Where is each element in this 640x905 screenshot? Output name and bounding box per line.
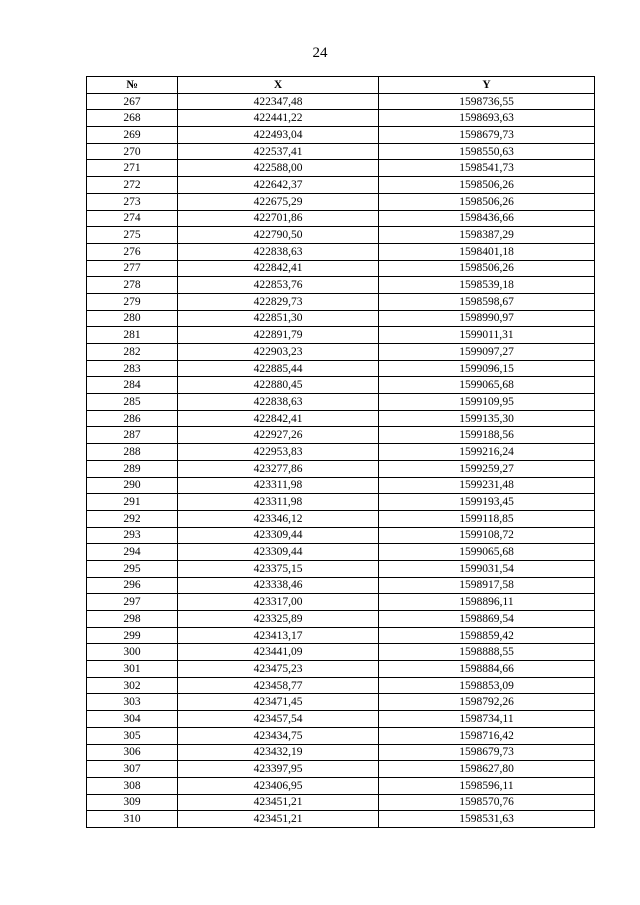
cell-y: 1599109,95 — [379, 394, 595, 411]
cell-x: 423311,98 — [178, 477, 379, 494]
cell-x: 423441,09 — [178, 644, 379, 661]
cell-x: 423451,21 — [178, 794, 379, 811]
cell-number: 306 — [87, 744, 178, 761]
cell-number: 301 — [87, 661, 178, 678]
cell-y: 1599118,85 — [379, 510, 595, 527]
page-number: 24 — [312, 45, 328, 61]
cell-number: 309 — [87, 794, 178, 811]
cell-x: 422441,22 — [178, 110, 379, 127]
table-row — [87, 510, 595, 527]
cell-x: 422493,04 — [178, 127, 379, 144]
table-row — [87, 661, 595, 678]
cell-number: 274 — [87, 210, 178, 227]
table-row — [87, 644, 595, 661]
table-row — [87, 410, 595, 427]
table-body — [87, 93, 595, 827]
table-row — [87, 560, 595, 577]
cell-number: 275 — [87, 227, 178, 244]
cell-y: 1598792,26 — [379, 694, 595, 711]
cell-number: 267 — [87, 93, 178, 110]
cell-number: 296 — [87, 577, 178, 594]
table-row — [87, 227, 595, 244]
table-row — [87, 611, 595, 628]
cell-x: 422838,63 — [178, 394, 379, 411]
cell-number: 288 — [87, 444, 178, 461]
cell-number: 302 — [87, 677, 178, 694]
cell-number: 290 — [87, 477, 178, 494]
cell-number: 269 — [87, 127, 178, 144]
cell-x: 422885,44 — [178, 360, 379, 377]
cell-x: 422790,50 — [178, 227, 379, 244]
cell-number: 279 — [87, 293, 178, 310]
cell-number: 303 — [87, 694, 178, 711]
cell-y: 1598506,26 — [379, 177, 595, 194]
table-row — [87, 327, 595, 344]
cell-x: 422891,79 — [178, 327, 379, 344]
table-row — [87, 727, 595, 744]
cell-y: 1598888,55 — [379, 644, 595, 661]
cell-number: 294 — [87, 544, 178, 561]
cell-y: 1598387,29 — [379, 227, 595, 244]
table-row — [87, 177, 595, 194]
cell-x: 423346,12 — [178, 510, 379, 527]
cell-x: 422829,73 — [178, 293, 379, 310]
table-row — [87, 193, 595, 210]
cell-x: 422851,30 — [178, 310, 379, 327]
cell-number: 295 — [87, 560, 178, 577]
cell-number: 298 — [87, 611, 178, 628]
table-row — [87, 243, 595, 260]
cell-number: 285 — [87, 394, 178, 411]
table-row — [87, 260, 595, 277]
cell-x: 422927,26 — [178, 427, 379, 444]
cell-y: 1599188,56 — [379, 427, 595, 444]
cell-x: 422537,41 — [178, 143, 379, 160]
cell-y: 1599065,68 — [379, 544, 595, 561]
cell-number: 280 — [87, 310, 178, 327]
cell-x: 422853,76 — [178, 277, 379, 294]
cell-number: 281 — [87, 327, 178, 344]
cell-x: 423475,23 — [178, 661, 379, 678]
table-row — [87, 627, 595, 644]
cell-y: 1598598,67 — [379, 293, 595, 310]
cell-number: 304 — [87, 711, 178, 728]
cell-y: 1599097,27 — [379, 344, 595, 361]
cell-number: 278 — [87, 277, 178, 294]
cell-y: 1599216,24 — [379, 444, 595, 461]
table-row — [87, 293, 595, 310]
cell-number: 270 — [87, 143, 178, 160]
cell-y: 1599031,54 — [379, 560, 595, 577]
cell-number: 291 — [87, 494, 178, 511]
cell-y: 1598596,11 — [379, 777, 595, 794]
cell-y: 1599108,72 — [379, 527, 595, 544]
cell-y: 1599135,30 — [379, 410, 595, 427]
cell-y: 1598627,80 — [379, 761, 595, 778]
coordinates-table — [86, 76, 595, 828]
cell-x: 423458,77 — [178, 677, 379, 694]
table-header-row — [87, 77, 595, 94]
table-row — [87, 794, 595, 811]
table-row — [87, 577, 595, 594]
table-row — [87, 544, 595, 561]
table-row — [87, 127, 595, 144]
cell-y: 1598917,58 — [379, 577, 595, 594]
cell-number: 305 — [87, 727, 178, 744]
table-row — [87, 344, 595, 361]
table-row — [87, 744, 595, 761]
cell-number: 293 — [87, 527, 178, 544]
table-row — [87, 427, 595, 444]
table-row — [87, 594, 595, 611]
table-row — [87, 777, 595, 794]
cell-y: 1598541,73 — [379, 160, 595, 177]
cell-y: 1599011,31 — [379, 327, 595, 344]
cell-number: 271 — [87, 160, 178, 177]
table-row — [87, 93, 595, 110]
table-row — [87, 210, 595, 227]
cell-y: 1598884,66 — [379, 661, 595, 678]
table-row — [87, 377, 595, 394]
cell-x: 422701,86 — [178, 210, 379, 227]
cell-x: 423309,44 — [178, 544, 379, 561]
table-row — [87, 110, 595, 127]
cell-y: 1598859,42 — [379, 627, 595, 644]
cell-number: 300 — [87, 644, 178, 661]
table-row — [87, 310, 595, 327]
table-row — [87, 394, 595, 411]
cell-number: 282 — [87, 344, 178, 361]
cell-y: 1598679,73 — [379, 127, 595, 144]
cell-x: 422842,41 — [178, 260, 379, 277]
cell-number: 268 — [87, 110, 178, 127]
cell-y: 1598736,55 — [379, 93, 595, 110]
cell-x: 423406,95 — [178, 777, 379, 794]
cell-x: 422880,45 — [178, 377, 379, 394]
cell-x: 423309,44 — [178, 527, 379, 544]
table-row — [87, 477, 595, 494]
cell-number: 284 — [87, 377, 178, 394]
table-row — [87, 143, 595, 160]
table-row — [87, 694, 595, 711]
cell-y: 1598436,66 — [379, 210, 595, 227]
cell-x: 422675,29 — [178, 193, 379, 210]
cell-number: 286 — [87, 410, 178, 427]
cell-x: 423338,46 — [178, 577, 379, 594]
cell-x: 423375,15 — [178, 560, 379, 577]
cell-x: 423311,98 — [178, 494, 379, 511]
cell-x: 423451,21 — [178, 811, 379, 828]
table-row — [87, 444, 595, 461]
cell-y: 1598570,76 — [379, 794, 595, 811]
cell-x: 422347,48 — [178, 93, 379, 110]
table-row — [87, 494, 595, 511]
cell-x: 423413,17 — [178, 627, 379, 644]
table-row — [87, 277, 595, 294]
header-x: X — [178, 77, 379, 94]
cell-y: 1598990,97 — [379, 310, 595, 327]
cell-x: 423432,19 — [178, 744, 379, 761]
table-row — [87, 711, 595, 728]
cell-x: 423325,89 — [178, 611, 379, 628]
cell-number: 272 — [87, 177, 178, 194]
cell-y: 1598531,63 — [379, 811, 595, 828]
cell-x: 422642,37 — [178, 177, 379, 194]
table-row — [87, 527, 595, 544]
cell-number: 289 — [87, 460, 178, 477]
table-row — [87, 677, 595, 694]
cell-x: 423277,86 — [178, 460, 379, 477]
cell-y: 1598869,54 — [379, 611, 595, 628]
cell-y: 1598734,11 — [379, 711, 595, 728]
table-row — [87, 460, 595, 477]
cell-number: 308 — [87, 777, 178, 794]
cell-y: 1598679,73 — [379, 744, 595, 761]
cell-y: 1598401,18 — [379, 243, 595, 260]
cell-y: 1598716,42 — [379, 727, 595, 744]
cell-y: 1599193,45 — [379, 494, 595, 511]
table-row — [87, 160, 595, 177]
cell-x: 422842,41 — [178, 410, 379, 427]
table-row — [87, 761, 595, 778]
cell-x: 422588,00 — [178, 160, 379, 177]
cell-y: 1598853,09 — [379, 677, 595, 694]
cell-y: 1599259,27 — [379, 460, 595, 477]
cell-x: 423434,75 — [178, 727, 379, 744]
cell-x: 422838,63 — [178, 243, 379, 260]
cell-number: 299 — [87, 627, 178, 644]
cell-y: 1598539,18 — [379, 277, 595, 294]
cell-y: 1598506,26 — [379, 260, 595, 277]
header-y: Y — [379, 77, 595, 94]
cell-number: 273 — [87, 193, 178, 210]
cell-number: 276 — [87, 243, 178, 260]
cell-number: 287 — [87, 427, 178, 444]
cell-number: 307 — [87, 761, 178, 778]
cell-x: 422953,83 — [178, 444, 379, 461]
cell-y: 1599231,48 — [379, 477, 595, 494]
cell-y: 1599096,15 — [379, 360, 595, 377]
cell-x: 423457,54 — [178, 711, 379, 728]
table-row — [87, 360, 595, 377]
cell-y: 1598550,63 — [379, 143, 595, 160]
cell-x: 423471,45 — [178, 694, 379, 711]
table-row — [87, 811, 595, 828]
cell-number: 292 — [87, 510, 178, 527]
header-number: № — [87, 77, 178, 94]
cell-x: 423317,00 — [178, 594, 379, 611]
cell-y: 1598896,11 — [379, 594, 595, 611]
cell-number: 297 — [87, 594, 178, 611]
cell-number: 310 — [87, 811, 178, 828]
cell-number: 277 — [87, 260, 178, 277]
cell-y: 1599065,68 — [379, 377, 595, 394]
cell-x: 423397,95 — [178, 761, 379, 778]
cell-y: 1598506,26 — [379, 193, 595, 210]
cell-number: 283 — [87, 360, 178, 377]
cell-x: 422903,23 — [178, 344, 379, 361]
cell-y: 1598693,63 — [379, 110, 595, 127]
